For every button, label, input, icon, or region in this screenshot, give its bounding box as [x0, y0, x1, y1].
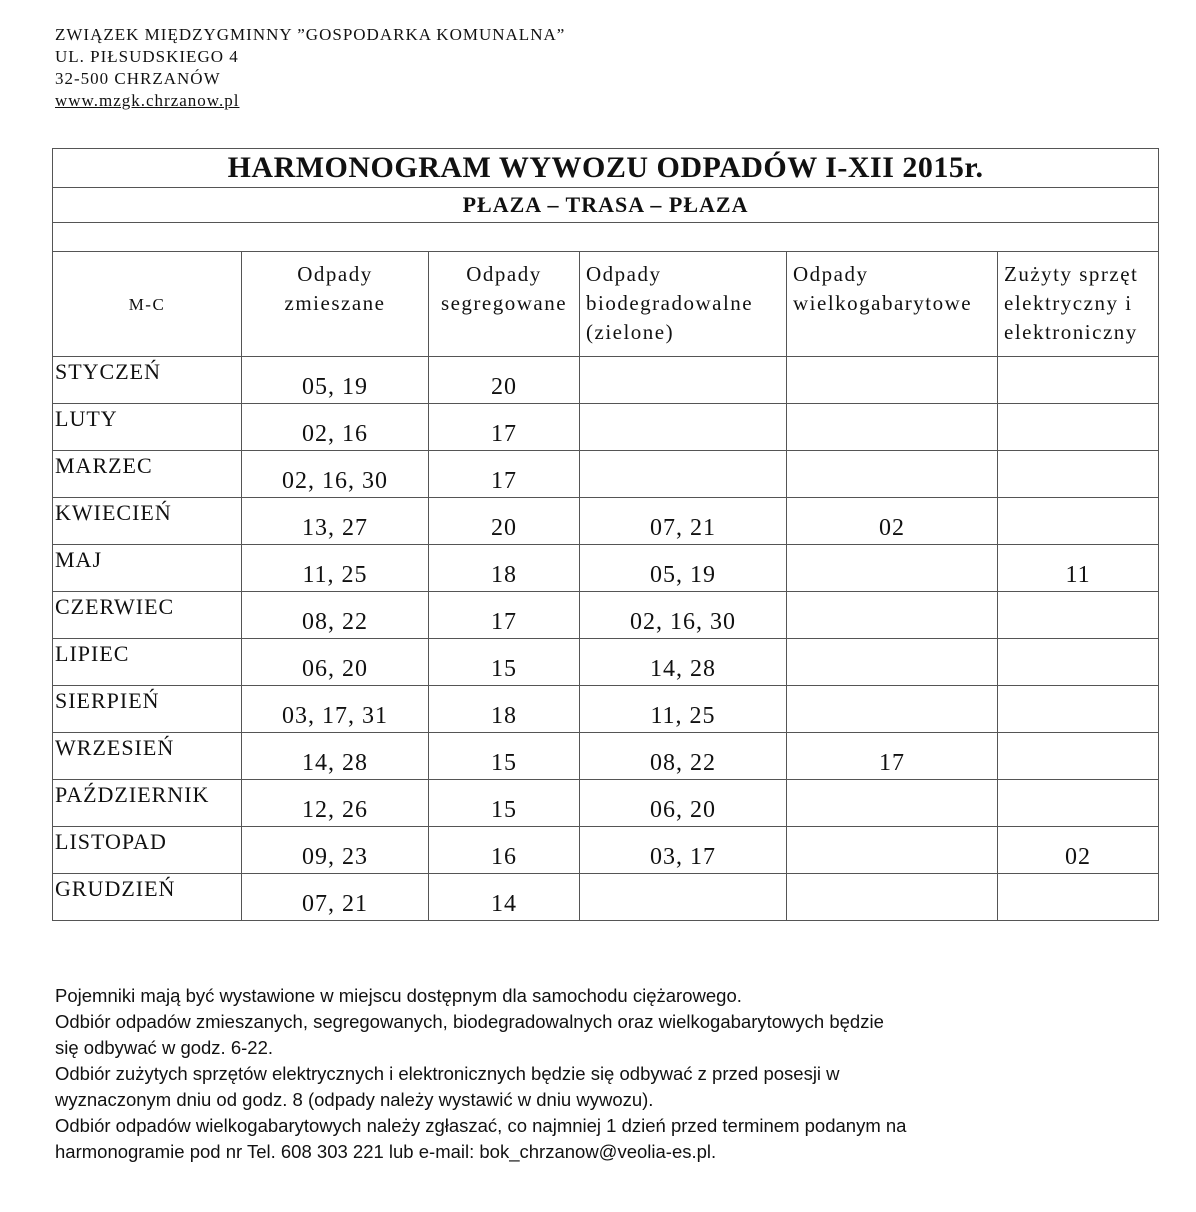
note-line: harmonogramie pod nr Tel. 608 303 221 lub e-mail: bok_chrzanow@veolia-es.pl. — [55, 1141, 717, 1162]
route-name: PŁAZA – TRASA – PŁAZA — [53, 188, 1159, 223]
month-cell: LUTY — [53, 404, 242, 451]
col-header-electro: Zużyty sprzęt elektryczny i elektroniczny — [998, 252, 1159, 357]
bulky-waste-cell — [787, 592, 998, 639]
org-name: ZWIĄZEK MIĘDZYGMINNY ”GOSPODARKA KOMUNALNA” — [55, 25, 566, 44]
col-header-segregated: Odpady segregowane — [429, 252, 580, 357]
mixed-waste-cell: 03, 17, 31 — [242, 686, 429, 733]
bulky-waste-cell — [787, 451, 998, 498]
schedule-body — [53, 357, 1159, 921]
organization-header — [55, 24, 565, 112]
table-row — [53, 639, 1159, 686]
bulky-waste-cell — [787, 827, 998, 874]
mixed-waste-cell: 05, 19 — [242, 357, 429, 404]
bio-waste-cell — [580, 404, 787, 451]
note-line: Odbiór odpadów wielkogabarytowych należy zgłaszać, co najmniej 1 dzień przed terminem podanym na — [55, 1115, 907, 1136]
electro-waste-cell — [998, 874, 1159, 921]
bio-waste-cell: 08, 22 — [580, 733, 787, 780]
table-row — [53, 827, 1159, 874]
segregated-waste-cell: 20 — [429, 498, 580, 545]
segregated-waste-cell: 20 — [429, 357, 580, 404]
mixed-waste-cell: 06, 20 — [242, 639, 429, 686]
month-cell: LIPIEC — [53, 639, 242, 686]
table-row — [53, 592, 1159, 639]
org-city: 32-500 CHRZANÓW — [55, 69, 221, 88]
bio-waste-cell: 06, 20 — [580, 780, 787, 827]
note-line: Odbiór zużytych sprzętów elektrycznych i elektronicznych będzie się odbywać z przed posesji w — [55, 1063, 840, 1084]
month-cell: STYCZEŃ — [53, 357, 242, 404]
month-cell: MAJ — [53, 545, 242, 592]
bulky-waste-cell — [787, 545, 998, 592]
bio-waste-cell: 11, 25 — [580, 686, 787, 733]
month-cell: PAŹDZIERNIK — [53, 780, 242, 827]
segregated-waste-cell: 16 — [429, 827, 580, 874]
notes-section — [55, 983, 1155, 1165]
schedule-title: HARMONOGRAM WYWOZU ODPADÓW I-XII 2015r. — [53, 149, 1159, 188]
bulky-waste-cell — [787, 404, 998, 451]
note-line: Odbiór odpadów zmieszanych, segregowanych, biodegradowalnych oraz wielkogabarytowych będzie — [55, 1011, 884, 1032]
electro-waste-cell — [998, 404, 1159, 451]
electro-waste-cell — [998, 780, 1159, 827]
mixed-waste-cell: 14, 28 — [242, 733, 429, 780]
schedule-table — [52, 148, 1159, 921]
org-street: UL. PIŁSUDSKIEGO 4 — [55, 47, 239, 66]
table-row — [53, 780, 1159, 827]
org-website-link[interactable]: www.mzgk.chrzanow.pl — [55, 91, 240, 110]
bio-waste-cell: 07, 21 — [580, 498, 787, 545]
mixed-waste-cell: 02, 16, 30 — [242, 451, 429, 498]
bulky-waste-cell: 17 — [787, 733, 998, 780]
segregated-waste-cell: 15 — [429, 780, 580, 827]
electro-waste-cell — [998, 733, 1159, 780]
electro-waste-cell — [998, 639, 1159, 686]
mixed-waste-cell: 02, 16 — [242, 404, 429, 451]
bulky-waste-cell — [787, 780, 998, 827]
col-header-mixed: Odpady zmieszane — [242, 252, 429, 357]
mixed-waste-cell: 13, 27 — [242, 498, 429, 545]
segregated-waste-cell: 18 — [429, 545, 580, 592]
table-row — [53, 874, 1159, 921]
mixed-waste-cell: 11, 25 — [242, 545, 429, 592]
bulky-waste-cell: 02 — [787, 498, 998, 545]
table-row — [53, 733, 1159, 780]
table-row — [53, 545, 1159, 592]
spacer-row — [53, 223, 1159, 252]
col-header-bio: Odpady biodegradowalne (zielone) — [580, 252, 787, 357]
electro-waste-cell — [998, 451, 1159, 498]
bulky-waste-cell — [787, 639, 998, 686]
segregated-waste-cell: 17 — [429, 404, 580, 451]
bulky-waste-cell — [787, 874, 998, 921]
mixed-waste-cell: 12, 26 — [242, 780, 429, 827]
col-header-month: M-C — [53, 252, 242, 357]
note-line: Pojemniki mają być wystawione w miejscu dostępnym dla samochodu ciężarowego. — [55, 985, 742, 1006]
electro-waste-cell — [998, 686, 1159, 733]
bio-waste-cell — [580, 874, 787, 921]
electro-waste-cell — [998, 592, 1159, 639]
bio-waste-cell: 03, 17 — [580, 827, 787, 874]
electro-waste-cell: 11 — [998, 545, 1159, 592]
table-row — [53, 357, 1159, 404]
column-header-row — [53, 252, 1159, 357]
segregated-waste-cell: 15 — [429, 639, 580, 686]
note-line: wyznaczonym dniu od godz. 8 (odpady należy wystawić w dniu wywozu). — [55, 1089, 654, 1110]
mixed-waste-cell: 07, 21 — [242, 874, 429, 921]
electro-waste-cell — [998, 498, 1159, 545]
bio-waste-cell: 14, 28 — [580, 639, 787, 686]
segregated-waste-cell: 17 — [429, 451, 580, 498]
bio-waste-cell: 02, 16, 30 — [580, 592, 787, 639]
table-row — [53, 498, 1159, 545]
table-row — [53, 451, 1159, 498]
month-cell: WRZESIEŃ — [53, 733, 242, 780]
bio-waste-cell: 05, 19 — [580, 545, 787, 592]
month-cell: MARZEC — [53, 451, 242, 498]
note-line: się odbywać w godz. 6-22. — [55, 1037, 274, 1058]
mixed-waste-cell: 09, 23 — [242, 827, 429, 874]
segregated-waste-cell: 18 — [429, 686, 580, 733]
segregated-waste-cell: 17 — [429, 592, 580, 639]
mixed-waste-cell: 08, 22 — [242, 592, 429, 639]
bulky-waste-cell — [787, 357, 998, 404]
segregated-waste-cell: 15 — [429, 733, 580, 780]
col-header-bulky: Odpady wielkogabarytowe — [787, 252, 998, 357]
bio-waste-cell — [580, 451, 787, 498]
month-cell: KWIECIEŃ — [53, 498, 242, 545]
electro-waste-cell — [998, 357, 1159, 404]
month-cell: GRUDZIEŃ — [53, 874, 242, 921]
segregated-waste-cell: 14 — [429, 874, 580, 921]
month-cell: SIERPIEŃ — [53, 686, 242, 733]
electro-waste-cell: 02 — [998, 827, 1159, 874]
bulky-waste-cell — [787, 686, 998, 733]
table-row — [53, 686, 1159, 733]
table-row — [53, 404, 1159, 451]
month-cell: LISTOPAD — [53, 827, 242, 874]
bio-waste-cell — [580, 357, 787, 404]
month-cell: CZERWIEC — [53, 592, 242, 639]
